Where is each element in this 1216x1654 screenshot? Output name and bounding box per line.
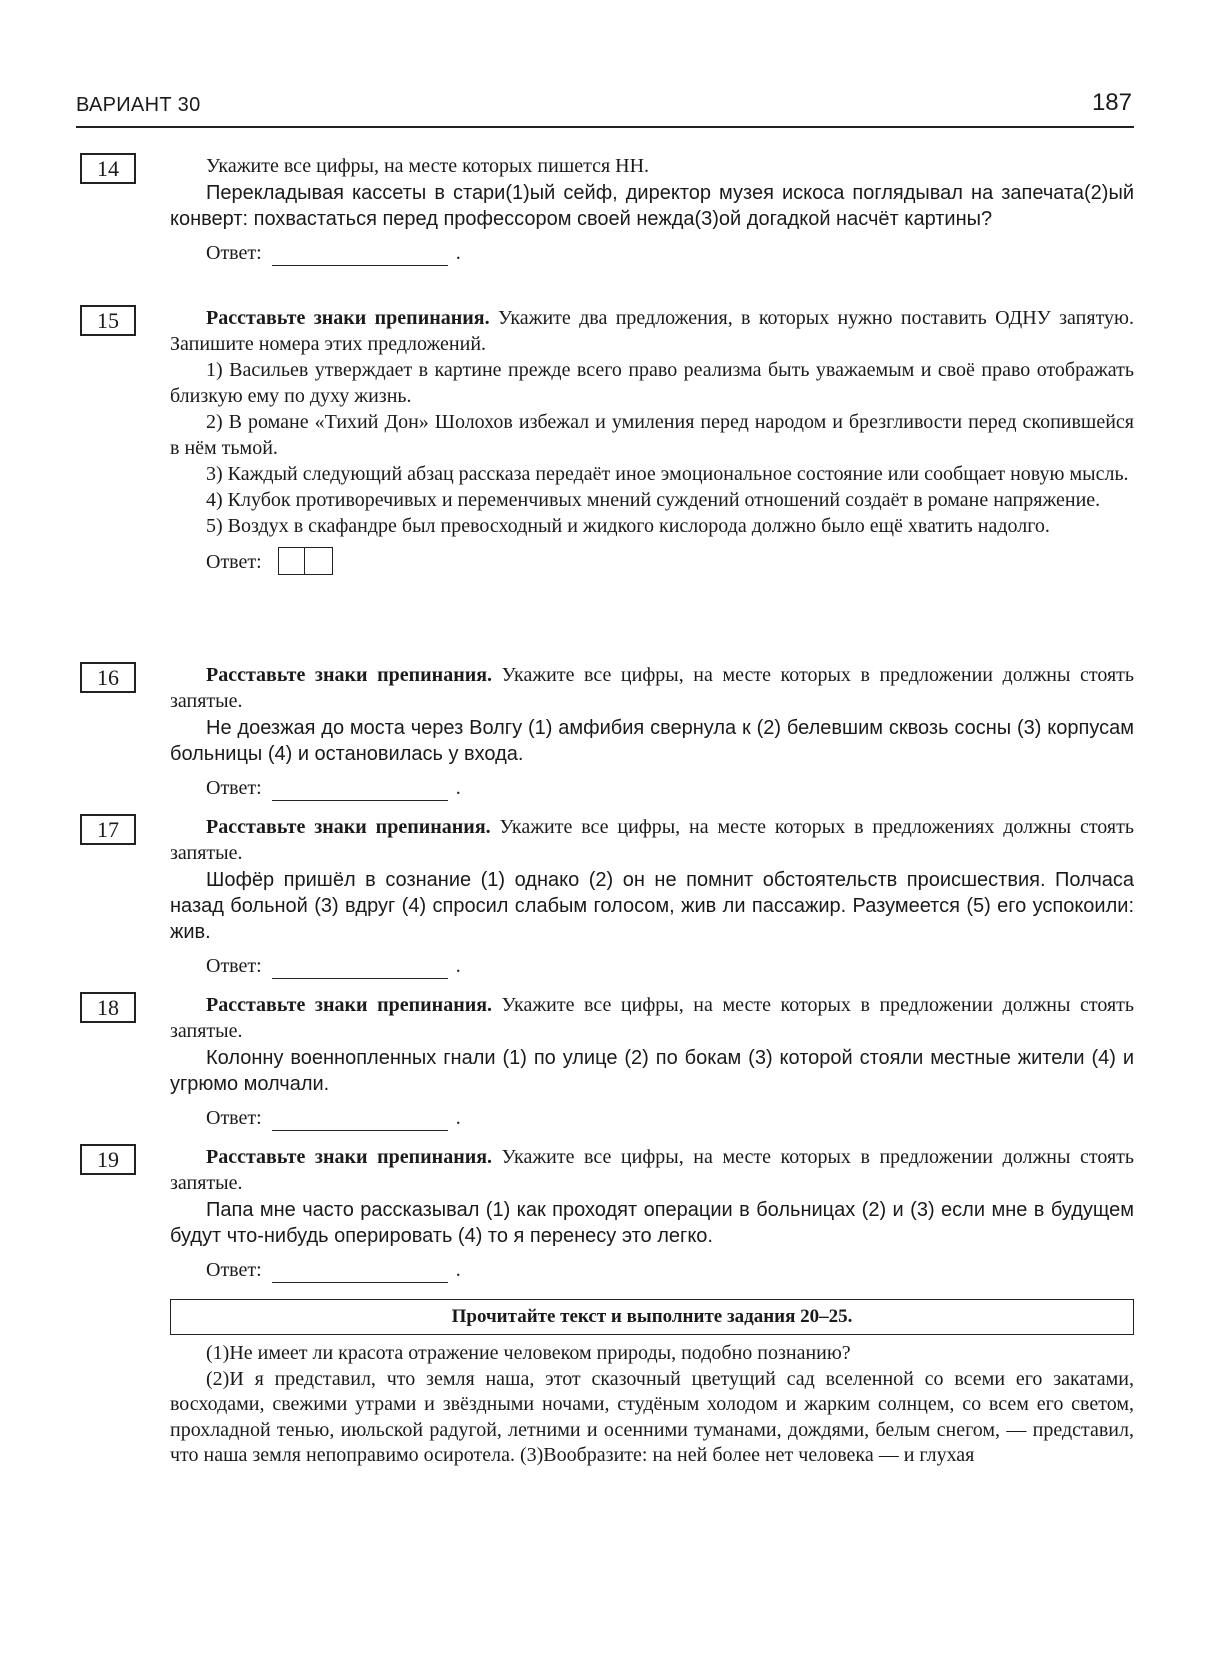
task-number-box: 19	[80, 1144, 136, 1175]
instruction-rest: Укажите все цифры, на месте которых в предложении должны стоять запятые.	[170, 1146, 1134, 1194]
instruction-bold: Расставьте знаки препинания.	[206, 994, 493, 1016]
sentence-3: 3) Каждый следующий абзац рассказа передаёт иное эмоциональное состояние или сообщает новую мысль.	[206, 463, 1129, 485]
instruction-rest: Укажите все цифры, на месте которых в предложениях должны стоять запятые.	[170, 816, 1134, 864]
answer-line[interactable]	[272, 1112, 448, 1131]
task-number-box: 14	[80, 153, 136, 184]
answer-line[interactable]	[272, 960, 448, 979]
page-number: 187	[1091, 89, 1132, 116]
task-instruction	[170, 814, 1134, 866]
answer-label: Ответ:	[206, 551, 262, 573]
task-instruction	[170, 662, 1134, 714]
instruction-rest: Укажите все цифры, на месте которых в предложении должны стоять запятые.	[170, 664, 1134, 712]
task-number-box: 17	[80, 814, 136, 845]
variant-title: ВАРИАНТ 30	[76, 94, 201, 116]
answer-label: Ответ:	[206, 955, 262, 977]
task-text: Колонну военнопленных гнали (1) по улице (2) по бокам (3) которой стояли местные жители (4) и угрюмо молчали.	[170, 1047, 1134, 1095]
task-number-box: 16	[80, 662, 136, 693]
reading-banner: Прочитайте текст и выполните задания 20–25.	[170, 1299, 1134, 1335]
answer-line[interactable]	[272, 782, 448, 801]
sentence-1: 1) Васильев утверждает в картине прежде всего право реализма быть уважаемым и своё право отображать близкую ему по духу жизнь.	[170, 359, 1134, 407]
reading-paragraph-1: (1)Не имеет ли красота отражение человеком природы, подобно познанию?	[206, 1342, 851, 1364]
sentence-2: 2) В романе «Тихий Дон» Шолохов избежал и умиления перед народом и брезгливости перед скопившейся в нём тьмой.	[170, 411, 1134, 459]
answer-row: Ответ: .	[206, 242, 461, 264]
sentence-5: 5) Воздух в скафандре был превосходный и жидкого кислорода должно было ещё хватить надолго.	[206, 515, 1050, 537]
answer-row: Ответ: .	[206, 1107, 461, 1129]
answer-cell-2[interactable]	[305, 547, 333, 575]
task-instruction: Укажите все цифры, на месте которых пишется НН.	[206, 155, 650, 177]
answer-label: Ответ:	[206, 1259, 262, 1281]
answer-label: Ответ:	[206, 1107, 262, 1129]
task-text: Перекладывая кассеты в стари(1)ый сейф, директор музея искоса поглядывал на запечата(2)ый конверт: похвастаться перед профессором своей нежда(3)ой догадкой насчёт картины?	[170, 182, 1134, 230]
task-instruction	[170, 305, 1134, 357]
task-text: Шофёр пришёл в сознание (1) однако (2) он не помнит обстоятельств происшествия. Полчаса назад больной (3) вдруг (4) спросил слабым голосом, жив ли пассажир. Разумеется (5) его успокоили: жив.	[170, 869, 1134, 943]
answer-row	[206, 547, 1134, 575]
task-text: Не доезжая до моста через Волгу (1) амфибия свернула к (2) белевшим сквозь сосны (3) корпусам больницы (4) и остановилась у входа.	[170, 717, 1134, 765]
answer-row: Ответ: .	[206, 777, 461, 799]
instruction-rest: Укажите два предложения, в которых нужно поставить ОДНУ запятую. Запишите номера этих предложений.	[170, 307, 1134, 355]
instruction-bold: Расставьте знаки препинания.	[206, 307, 490, 329]
answer-line[interactable]	[272, 247, 448, 266]
task-text: Папа мне часто рассказывал (1) как проходят операции в больницах (2) и (3) если мне в будущем будут что-нибудь оперировать (4) то я перенесу это легко.	[170, 1199, 1134, 1247]
instruction-rest: Укажите все цифры, на месте которых в предложении должны стоять запятые.	[170, 994, 1134, 1042]
instruction-bold: Расставьте знаки препинания.	[206, 664, 493, 686]
reading-paragraph-2: (2)И я представил, что земля наша, этот сказочный цветущий сад вселенной со всеми его закатами, восходами, свежими утрами и звёздными ночами, студёным холодом и жарким солнцем, со всем его светом, прохладной тенью, июльской радугой, летними и осенними туманами, дождями, белым снегом, — представил, что наша земля непоправимо осиротела. (3)Вообразите: на ней более нет человека — и глухая	[170, 1367, 1134, 1466]
task-instruction	[170, 1144, 1134, 1196]
sentence-4: 4) Клубок противоречивых и переменчивых мнений суждений отношений создаёт в романе напряжение.	[206, 489, 1101, 511]
answer-label: Ответ:	[206, 777, 262, 799]
answer-label: Ответ:	[206, 242, 262, 264]
answer-row: Ответ: .	[206, 955, 461, 977]
task-number-box: 15	[80, 305, 136, 336]
answer-row: Ответ: .	[206, 1259, 461, 1281]
answer-line[interactable]	[272, 1264, 448, 1283]
task-number-box: 18	[80, 992, 136, 1023]
instruction-bold: Расставьте знаки препинания.	[206, 816, 491, 838]
instruction-bold: Расставьте знаки препинания.	[206, 1146, 493, 1168]
answer-cell-1[interactable]	[278, 547, 305, 575]
answer-cells	[278, 547, 333, 575]
page-header	[76, 84, 1134, 128]
reading-text	[170, 1341, 1134, 1469]
task-instruction	[170, 992, 1134, 1044]
